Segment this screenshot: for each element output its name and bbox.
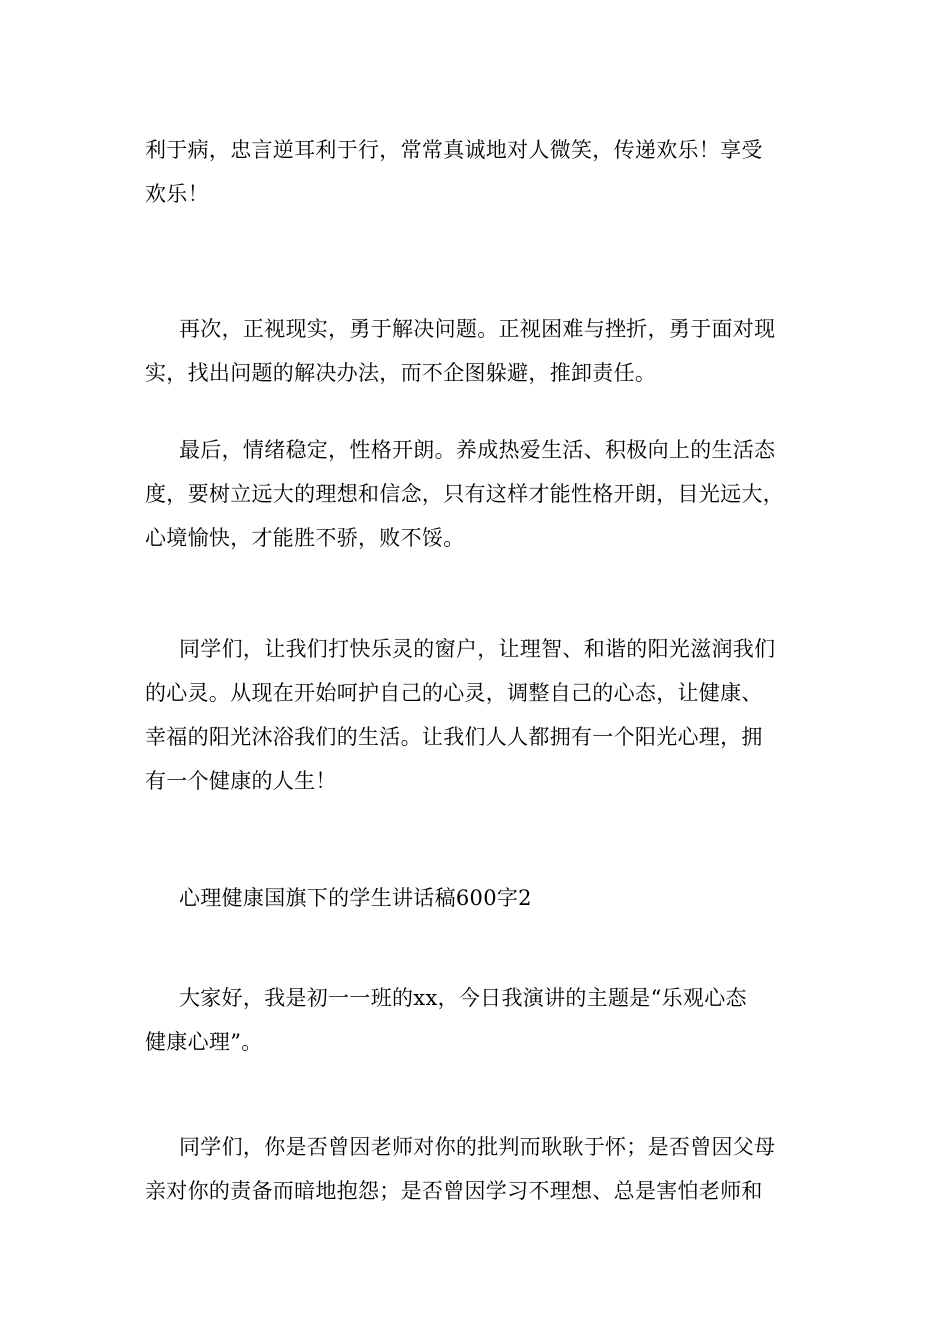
text-line: 大家好，我是初一一班的xx，今日我演讲的主题是“乐观心态: [179, 986, 747, 1010]
text-line: 同学们，你是否曾因老师对你的批判而耿耿于怀；是否曾因父母: [179, 1135, 776, 1159]
paragraph-face-reality: [145, 307, 830, 395]
text-line: 有一个健康的人生！: [145, 769, 337, 793]
text-line: 欢乐！: [145, 182, 209, 206]
text-line: 再次，正视现实，勇于解决问题。正视困难与挫折，勇于面对现: [179, 317, 776, 341]
paragraph-emotional-stability: [145, 428, 830, 560]
text-line: 同学们，让我们打快乐灵的窗户，让理智、和谐的阳光滋润我们: [179, 637, 776, 661]
text-line: 的心灵。从现在开始呵护自己的心灵，调整自己的心态，让健康、: [145, 681, 763, 705]
text-line: 幸福的阳光沐浴我们的生活。让我们人人都拥有一个阳光心理，拥: [145, 725, 763, 749]
text-line: 利于病，忠言逆耳利于行，常常真诚地对人微笑，传递欢乐！享受: [145, 138, 763, 162]
text-line: 亲对你的责备而暗地抱怨；是否曾因学习不理想、总是害怕老师和: [145, 1179, 763, 1203]
text-line: 度，要树立远大的理想和信念，只有这样才能性格开朗，目光远大，: [145, 482, 784, 506]
text-line: 最后，情绪稳定，性格开朗。养成热爱生活、积极向上的生活态: [179, 438, 776, 462]
paragraph-greeting: [145, 976, 830, 1064]
section-heading: 心理健康国旗下的学生讲话稿600字2: [179, 886, 532, 910]
text-line: 实，找出问题的解决办法，而不企图躲避，推卸责任。: [145, 361, 657, 385]
text-line: 心境愉快，才能胜不骄，败不馁。: [145, 526, 465, 550]
paragraph-questions: [145, 1125, 830, 1213]
text-line: 健康心理”。: [145, 1030, 263, 1054]
paragraph-classmates-closing: [145, 627, 830, 803]
paragraph-joy: [145, 128, 830, 216]
